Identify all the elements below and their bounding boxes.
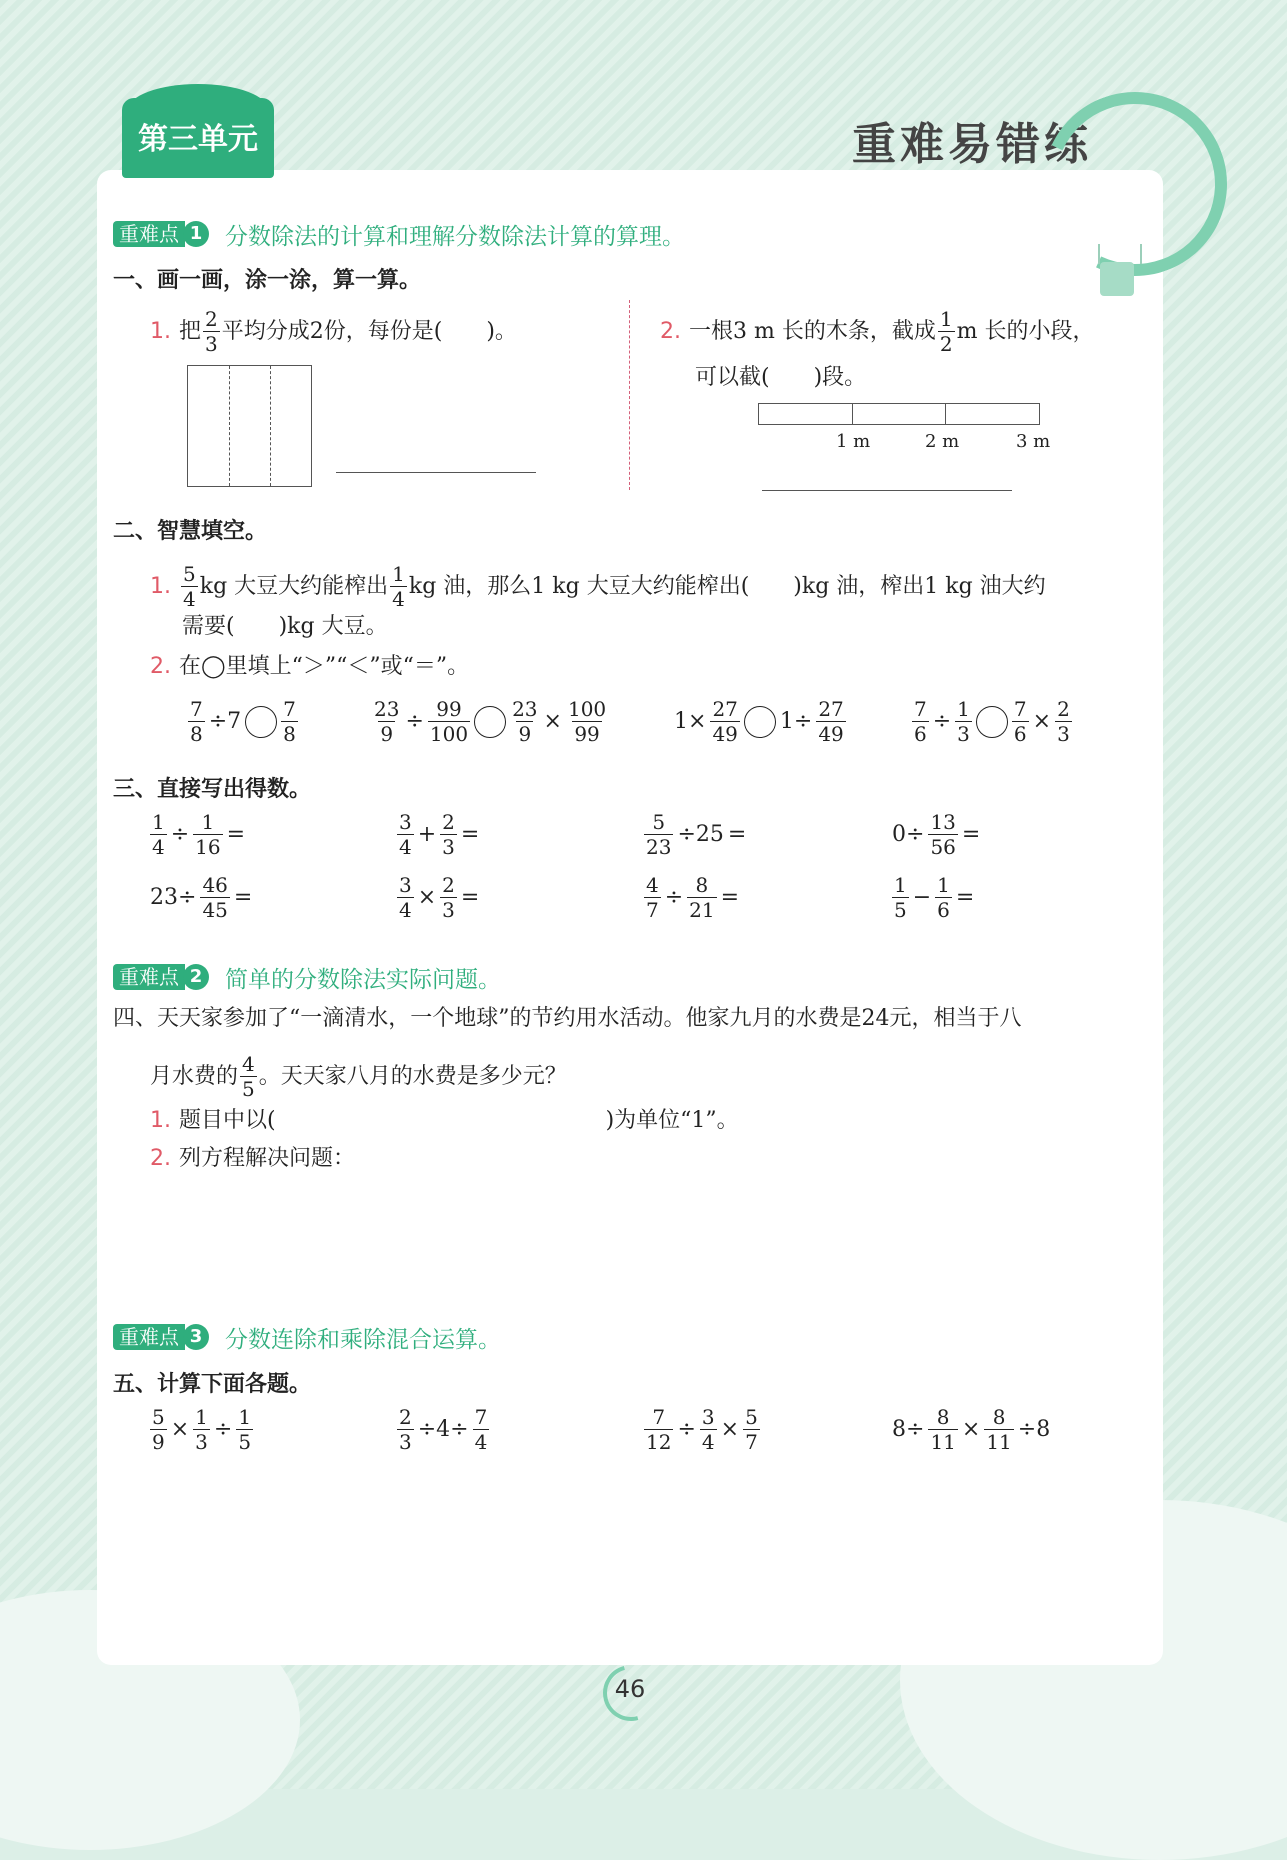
fraction xyxy=(644,1405,673,1454)
numerator: 7 xyxy=(190,697,203,721)
numerator: 2 xyxy=(442,873,455,897)
numerator: 1 xyxy=(939,307,953,331)
denominator: 9 xyxy=(152,1430,165,1454)
question-number: 1. xyxy=(150,1108,171,1133)
denominator: 3 xyxy=(442,835,455,859)
denominator: 45 xyxy=(202,898,228,922)
numerator: 3 xyxy=(399,873,412,897)
question-number: 1. xyxy=(150,318,171,344)
operator: ÷ xyxy=(213,1416,233,1442)
fraction xyxy=(397,873,414,922)
operator: × xyxy=(961,1416,981,1442)
fraction xyxy=(510,697,539,746)
denominator: 4 xyxy=(183,587,196,611)
fraction xyxy=(928,810,957,859)
numerator: 1 xyxy=(392,562,405,586)
numerator: 4 xyxy=(242,1052,255,1076)
answer-line[interactable] xyxy=(762,490,1012,491)
operator: × xyxy=(417,884,437,910)
operator: 1× xyxy=(674,708,707,734)
fraction xyxy=(193,810,222,859)
question-number: 1. xyxy=(150,573,171,599)
question-number: 2. xyxy=(150,654,171,679)
denominator: 21 xyxy=(689,898,715,922)
fraction xyxy=(150,810,167,859)
fraction xyxy=(193,1405,210,1454)
fraction xyxy=(700,1405,717,1454)
dashed-divider xyxy=(270,366,271,486)
denominator: 4 xyxy=(399,898,412,922)
operator: ÷ xyxy=(405,708,424,734)
fraction xyxy=(236,1405,253,1454)
denominator: 4 xyxy=(701,1430,715,1454)
denominator: 6 xyxy=(914,722,927,746)
numerator: 1 xyxy=(238,1405,252,1429)
denominator: 4 xyxy=(399,835,412,859)
denominator: 9 xyxy=(380,722,394,746)
denominator: 99 xyxy=(574,722,600,746)
operator: ÷4÷ xyxy=(417,1416,469,1442)
denominator: 3 xyxy=(399,1430,412,1454)
equals: = xyxy=(233,884,253,910)
fraction xyxy=(397,810,414,859)
calc-item xyxy=(642,873,741,922)
equals: = xyxy=(460,821,480,847)
denominator: 3 xyxy=(442,898,455,922)
numerator: 5 xyxy=(745,1405,758,1429)
denominator: 8 xyxy=(283,722,296,746)
calc-item xyxy=(148,873,254,922)
numerator: 8 xyxy=(992,1405,1006,1429)
question-number: 2. xyxy=(660,318,681,344)
denominator: 5 xyxy=(242,1077,255,1101)
numerator: 5 xyxy=(183,562,196,586)
question-text: 平均分成2份，每份是( )。 xyxy=(221,318,517,344)
equals: = xyxy=(226,821,246,847)
question-text: kg 油，那么1 kg 大豆大约能榨出( )kg 油，榨出1 kg 油大约 xyxy=(408,573,1046,599)
denominator: 11 xyxy=(986,1430,1012,1454)
numerator: 23 xyxy=(512,697,538,721)
fraction xyxy=(397,1405,414,1454)
denominator: 3 xyxy=(957,722,970,746)
calc-item xyxy=(148,810,247,859)
numerator: 23 xyxy=(374,697,400,721)
ruler-diagram xyxy=(758,403,1040,425)
expression-item xyxy=(395,1405,491,1454)
denominator: 100 xyxy=(429,722,469,746)
expression-item xyxy=(148,1405,255,1454)
denominator: 11 xyxy=(930,1430,956,1454)
denominator: 3 xyxy=(205,332,218,356)
calc-item xyxy=(395,810,481,859)
numerator: 7 xyxy=(474,1405,488,1429)
operator: ÷7 xyxy=(208,708,242,734)
denominator: 3 xyxy=(1057,722,1070,746)
question-number: 2. xyxy=(150,1146,171,1171)
question-text: 列方程解决问题： xyxy=(179,1146,356,1171)
question-1-2 xyxy=(660,307,1094,356)
compare-circle-blank[interactable] xyxy=(245,706,277,738)
compare-circle-blank[interactable] xyxy=(474,706,506,738)
fraction xyxy=(710,697,739,746)
page-number: 46 xyxy=(614,1675,646,1703)
fraction xyxy=(200,873,229,922)
numerator: 1 xyxy=(957,697,970,721)
operator: ÷ xyxy=(932,708,952,734)
fraction xyxy=(390,562,407,611)
fraction xyxy=(1012,697,1029,746)
denominator: 9 xyxy=(518,722,532,746)
fraction xyxy=(912,697,929,746)
numerator: 5 xyxy=(152,1405,165,1429)
numerator: 2 xyxy=(205,307,218,331)
numerator: 7 xyxy=(914,697,927,721)
fraction xyxy=(687,873,716,922)
calc-item xyxy=(890,810,982,859)
compare-item-1 xyxy=(186,697,300,746)
denominator: 56 xyxy=(930,835,956,859)
operator: × xyxy=(170,1416,190,1442)
denominator: 4 xyxy=(392,587,405,611)
problem-text: 月水费的 xyxy=(150,1063,239,1089)
fraction xyxy=(1055,697,1072,746)
ruler-label: 2 m xyxy=(925,431,960,452)
fraction xyxy=(428,697,470,746)
part-5-heading: 五、计算下面各题。 xyxy=(113,1372,312,1397)
denominator: 4 xyxy=(474,1430,488,1454)
fraction xyxy=(181,562,198,611)
compare-circle-blank[interactable] xyxy=(976,706,1008,738)
ruler-tick xyxy=(945,404,946,424)
numerator: 2 xyxy=(399,1405,412,1429)
word-problem-line1: 四、天天家参加了“一滴清水，一个地球”的节约用水活动。他家九月的水费是24元，相当于八 xyxy=(113,1006,1022,1031)
badge-number: 1 xyxy=(183,221,209,247)
question-1-2-line2: 可以截( )段。 xyxy=(695,365,867,390)
key-point-topic: 简单的分数除法实际问题。 xyxy=(225,966,501,993)
compare-circle-blank[interactable] xyxy=(744,706,776,738)
compare-item-4 xyxy=(910,697,1074,746)
numerator: 3 xyxy=(701,1405,715,1429)
denominator: 5 xyxy=(238,1430,252,1454)
operator: × xyxy=(543,708,562,734)
balloon-basket-decoration xyxy=(1100,262,1134,296)
denominator: 49 xyxy=(712,722,738,746)
denominator: 49 xyxy=(818,722,844,746)
question-text: kg 大豆大约能榨出 xyxy=(199,573,389,599)
calc-item xyxy=(642,810,748,859)
numerator: 7 xyxy=(283,697,296,721)
badge-number: 3 xyxy=(183,1324,209,1350)
expression-item xyxy=(642,1405,762,1454)
fraction xyxy=(938,307,955,356)
answer-line[interactable] xyxy=(336,472,536,473)
denominator: 2 xyxy=(939,332,953,356)
key-point-1-badge xyxy=(113,220,685,248)
operator: 23÷ xyxy=(150,884,197,910)
compare-item-2 xyxy=(370,697,610,746)
operator: 0÷ xyxy=(892,821,925,847)
operator: 8÷ xyxy=(892,1416,925,1442)
equals: = xyxy=(460,884,480,910)
operator: × xyxy=(720,1416,740,1442)
numerator: 13 xyxy=(930,810,956,834)
numerator: 1 xyxy=(152,810,165,834)
fraction xyxy=(372,697,401,746)
operator: − xyxy=(912,884,932,910)
fraction xyxy=(281,697,298,746)
fraction-rectangle-diagram xyxy=(187,365,312,487)
part-3-heading: 三、直接写出得数。 xyxy=(113,777,312,802)
fraction xyxy=(566,697,608,746)
expression-item xyxy=(890,1405,1052,1454)
denominator: 5 xyxy=(894,898,907,922)
denominator: 7 xyxy=(646,898,659,922)
denominator: 7 xyxy=(745,1430,758,1454)
sub-question-1 xyxy=(150,1106,739,1136)
numerator: 99 xyxy=(436,697,462,721)
badge-label: 重难点 xyxy=(113,221,185,247)
fraction xyxy=(743,1405,760,1454)
denominator: 23 xyxy=(646,835,672,859)
numerator: 1 xyxy=(201,810,215,834)
numerator: 8 xyxy=(936,1405,950,1429)
fraction xyxy=(240,1052,257,1101)
denominator: 16 xyxy=(195,835,221,859)
column-divider xyxy=(629,300,630,490)
equals: = xyxy=(961,821,981,847)
equals: = xyxy=(955,884,975,910)
fill-question-2 xyxy=(150,652,469,682)
operator: ÷ xyxy=(664,884,684,910)
fraction xyxy=(150,1405,167,1454)
numerator: 7 xyxy=(1013,697,1027,721)
denominator: 12 xyxy=(646,1430,672,1454)
equals: = xyxy=(727,821,747,847)
numerator: 1 xyxy=(894,873,907,897)
part-2-heading: 二、智慧填空。 xyxy=(113,519,268,544)
fraction xyxy=(644,810,673,859)
fill-question-1 xyxy=(150,562,1046,611)
denominator: 6 xyxy=(937,898,950,922)
operator: ÷25 xyxy=(677,821,724,847)
fill-question-1-line2: 需要( )kg 大豆。 xyxy=(182,614,388,639)
word-problem-line2 xyxy=(150,1052,567,1101)
numerator: 100 xyxy=(567,697,607,721)
ruler-label: 1 m xyxy=(836,431,871,452)
numerator: 1 xyxy=(937,873,950,897)
question-text: 一根3 m 长的木条，截成 xyxy=(689,318,936,344)
badge-label: 重难点 xyxy=(113,964,185,990)
question-1-1 xyxy=(150,307,517,356)
equals: = xyxy=(720,884,740,910)
section-title: 重难易错练 xyxy=(852,119,1092,170)
key-point-2-badge xyxy=(113,963,501,991)
denominator: 8 xyxy=(190,722,203,746)
fraction xyxy=(816,697,845,746)
fraction xyxy=(928,1405,957,1454)
numerator: 2 xyxy=(1057,697,1070,721)
numerator: 4 xyxy=(646,873,659,897)
operator: × xyxy=(1032,708,1052,734)
ruler-tick xyxy=(852,404,853,424)
operator: 1÷ xyxy=(779,708,813,734)
numerator: 46 xyxy=(202,873,228,897)
fraction xyxy=(440,873,457,922)
calc-item xyxy=(890,873,976,922)
dashed-divider xyxy=(229,366,230,486)
denominator: 6 xyxy=(1013,722,1027,746)
numerator: 27 xyxy=(818,697,844,721)
fraction xyxy=(203,307,220,356)
numerator: 2 xyxy=(442,810,455,834)
operator: ÷8 xyxy=(1017,1416,1051,1442)
fraction xyxy=(473,1405,490,1454)
badge-label: 重难点 xyxy=(113,1324,185,1350)
key-point-topic: 分数连除和乘除混合运算。 xyxy=(225,1326,501,1353)
question-text: 把 xyxy=(179,318,202,344)
balloon-ropes-decoration xyxy=(1098,244,1142,264)
compare-item-3 xyxy=(672,697,848,746)
key-point-topic: 分数除法的计算和理解分数除法计算的算理。 xyxy=(225,223,685,250)
key-point-3-badge xyxy=(113,1323,501,1351)
denominator: 4 xyxy=(152,835,165,859)
badge-number: 2 xyxy=(183,964,209,990)
fraction xyxy=(984,1405,1013,1454)
operator: ÷ xyxy=(677,1416,696,1442)
ruler-label: 3 m xyxy=(1016,431,1051,452)
fraction xyxy=(440,810,457,859)
unit-tab-label: 第三单元 xyxy=(138,122,258,157)
unit-tab xyxy=(122,84,274,180)
problem-text: 。天天家八月的水费是多少元？ xyxy=(258,1063,567,1089)
question-text: 在◯里填上“＞”“＜”或“＝”。 xyxy=(179,654,470,679)
operator: ÷ xyxy=(170,821,190,847)
question-text: m 长的小段， xyxy=(956,318,1095,344)
part-1-heading: 一、画一画，涂一涂，算一算。 xyxy=(113,268,422,293)
numerator: 7 xyxy=(652,1405,666,1429)
numerator: 3 xyxy=(399,810,412,834)
fraction xyxy=(955,697,972,746)
fraction xyxy=(644,873,661,922)
numerator: 8 xyxy=(695,873,709,897)
question-text: 题目中以( )为单位“1”。 xyxy=(179,1108,739,1133)
fraction xyxy=(892,873,909,922)
denominator: 3 xyxy=(195,1430,208,1454)
numerator: 5 xyxy=(652,810,666,834)
numerator: 1 xyxy=(195,1405,208,1429)
fraction xyxy=(935,873,952,922)
numerator: 27 xyxy=(712,697,738,721)
fraction xyxy=(188,697,205,746)
operator: + xyxy=(417,821,437,847)
calc-item xyxy=(395,873,481,922)
sub-question-2 xyxy=(150,1144,355,1174)
